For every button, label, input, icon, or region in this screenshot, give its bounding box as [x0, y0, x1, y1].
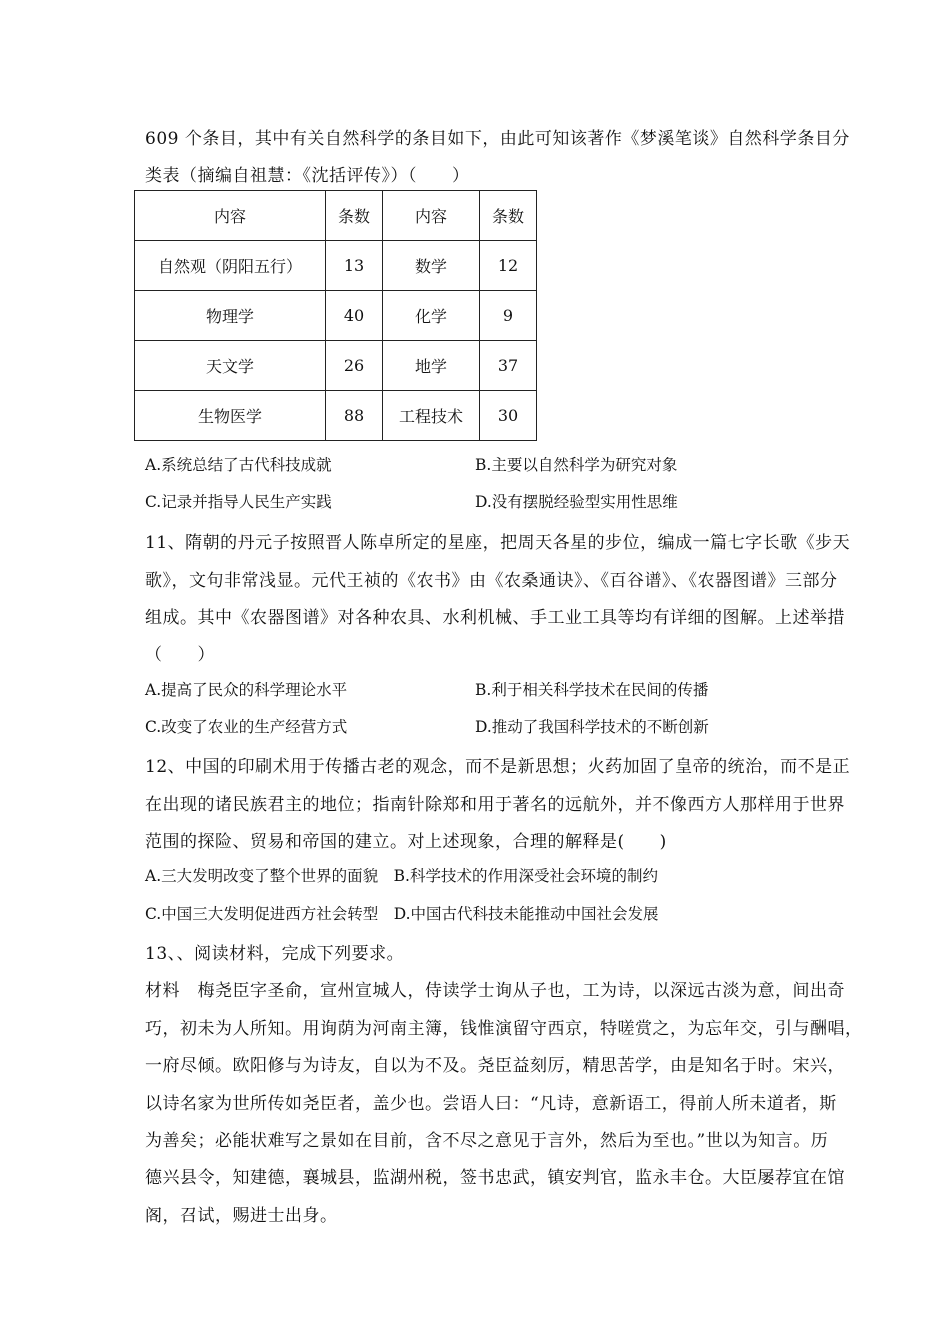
intro-line-1: 609 个条目，其中有关自然科学的条目如下，由此可知该著作《梦溪笔谈》自然科学条目分	[145, 129, 850, 149]
q11-option-b: B.利于相关科学技术在民间的传播	[475, 681, 709, 699]
q13-material-line: 以诗名家为世所传如尧臣者，盖少也。尝语人曰：“凡诗，意新语工，得前人所未道者，斯	[145, 1094, 837, 1114]
table-cell: 数学	[383, 241, 480, 291]
q12-line-3: 范围的探险、贸易和帝国的建立。对上述现象，合理的解释是( )	[145, 832, 667, 852]
table-cell: 30	[480, 391, 537, 441]
table-cell: 自然观（阴阳五行）	[135, 241, 326, 291]
q12-options-cd: C.中国三大发明促进西方社会转型 D.中国古代科技未能推动中国社会发展	[145, 905, 659, 923]
q11-line-4: （ ）	[145, 645, 215, 665]
q13-material-line: 材料 梅尧臣字圣俞，宣州宣城人，侍读学士询从子也，工为诗，以深远古淡为意，间出奇	[145, 981, 845, 1001]
q13-material-line: 为善矣；必能状难写之景如在目前，含不尽之意见于言外，然后为至也。”世以为知言。历	[145, 1131, 829, 1151]
q10-option-a: A.系统总结了古代科技成就	[145, 456, 332, 474]
table-cell: 13	[326, 241, 383, 291]
q11-option-d: D.推动了我国科学技术的不断创新	[475, 718, 709, 736]
table-header-cell: 条数	[326, 191, 383, 241]
table-cell: 26	[326, 341, 383, 391]
table-cell: 9	[480, 291, 537, 341]
q13-material-line: 德兴县令，知建德，襄城县，监湖州税，签书忠武，镇安判官，监永丰仓。大臣屡荐宜在馆	[145, 1168, 845, 1188]
table-cell: 工程技术	[383, 391, 480, 441]
table-cell: 生物医学	[135, 391, 326, 441]
q11-line-1: 11、隋朝的丹元子按照晋人陈卓所定的星座，把周天各星的步位，编成一篇七字长歌《步天	[145, 533, 851, 553]
table-cell: 化学	[383, 291, 480, 341]
q10-option-d: D.没有摆脱经验型实用性思维	[475, 493, 678, 511]
science-entries-table	[134, 190, 537, 441]
q11-option-a: A.提高了民众的科学理论水平	[145, 681, 348, 699]
q13-material-line: 阁，召试，赐进士出身。	[145, 1206, 338, 1226]
table-cell: 88	[326, 391, 383, 441]
table-header-cell: 内容	[383, 191, 480, 241]
table-header-row	[135, 191, 537, 241]
table-row	[135, 241, 537, 291]
q12-line-1: 12、中国的印刷术用于传播古老的观念，而不是新思想；火药加固了皇帝的统治，而不是正	[145, 757, 851, 777]
table-row	[135, 391, 537, 441]
q13-material-line: 一府尽倾。欧阳修与为诗友，自以为不及。尧臣益刻厉，精思苦学，由是知名于时。宋兴，	[145, 1056, 845, 1076]
table-cell: 37	[480, 341, 537, 391]
q10-option-c: C.记录并指导人民生产实践	[145, 493, 332, 511]
table-cell: 物理学	[135, 291, 326, 341]
q12-line-2: 在出现的诸民族君主的地位；指南针除郑和用于著名的远航外，并不像西方人那样用于世界	[145, 795, 845, 815]
table-cell: 12	[480, 241, 537, 291]
q10-option-b: B.主要以自然科学为研究对象	[475, 456, 678, 474]
table-header-cell: 内容	[135, 191, 326, 241]
q11-line-3: 组成。其中《农器图谱》对各种农具、水利机械、手工业工具等均有详细的图解。上述举措	[145, 608, 845, 628]
q11-line-2: 歌》，文句非常浅显。元代王祯的《农书》由《农桑通诀》、《百谷谱》、《农器图谱》三部分	[145, 571, 838, 591]
table-cell: 天文学	[135, 341, 326, 391]
table-cell: 地学	[383, 341, 480, 391]
table-header-cell: 条数	[480, 191, 537, 241]
intro-line-2: 类表（摘编自祖慧：《沈括评传》）（ ）	[145, 166, 470, 186]
table-cell: 40	[326, 291, 383, 341]
q11-option-c: C.改变了农业的生产经营方式	[145, 718, 348, 736]
table-row	[135, 341, 537, 391]
q13-material-line: 巧，初未为人所知。用询荫为河南主簿，钱惟演留守西京，特嗟赏之，为忘年交，引与酬唱，	[145, 1019, 863, 1039]
q12-options-ab: A.三大发明改变了整个世界的面貌 B.科学技术的作用深受社会环境的制约	[145, 867, 658, 885]
table-row	[135, 291, 537, 341]
q13-title: 13、、阅读材料，完成下列要求。	[145, 944, 405, 964]
